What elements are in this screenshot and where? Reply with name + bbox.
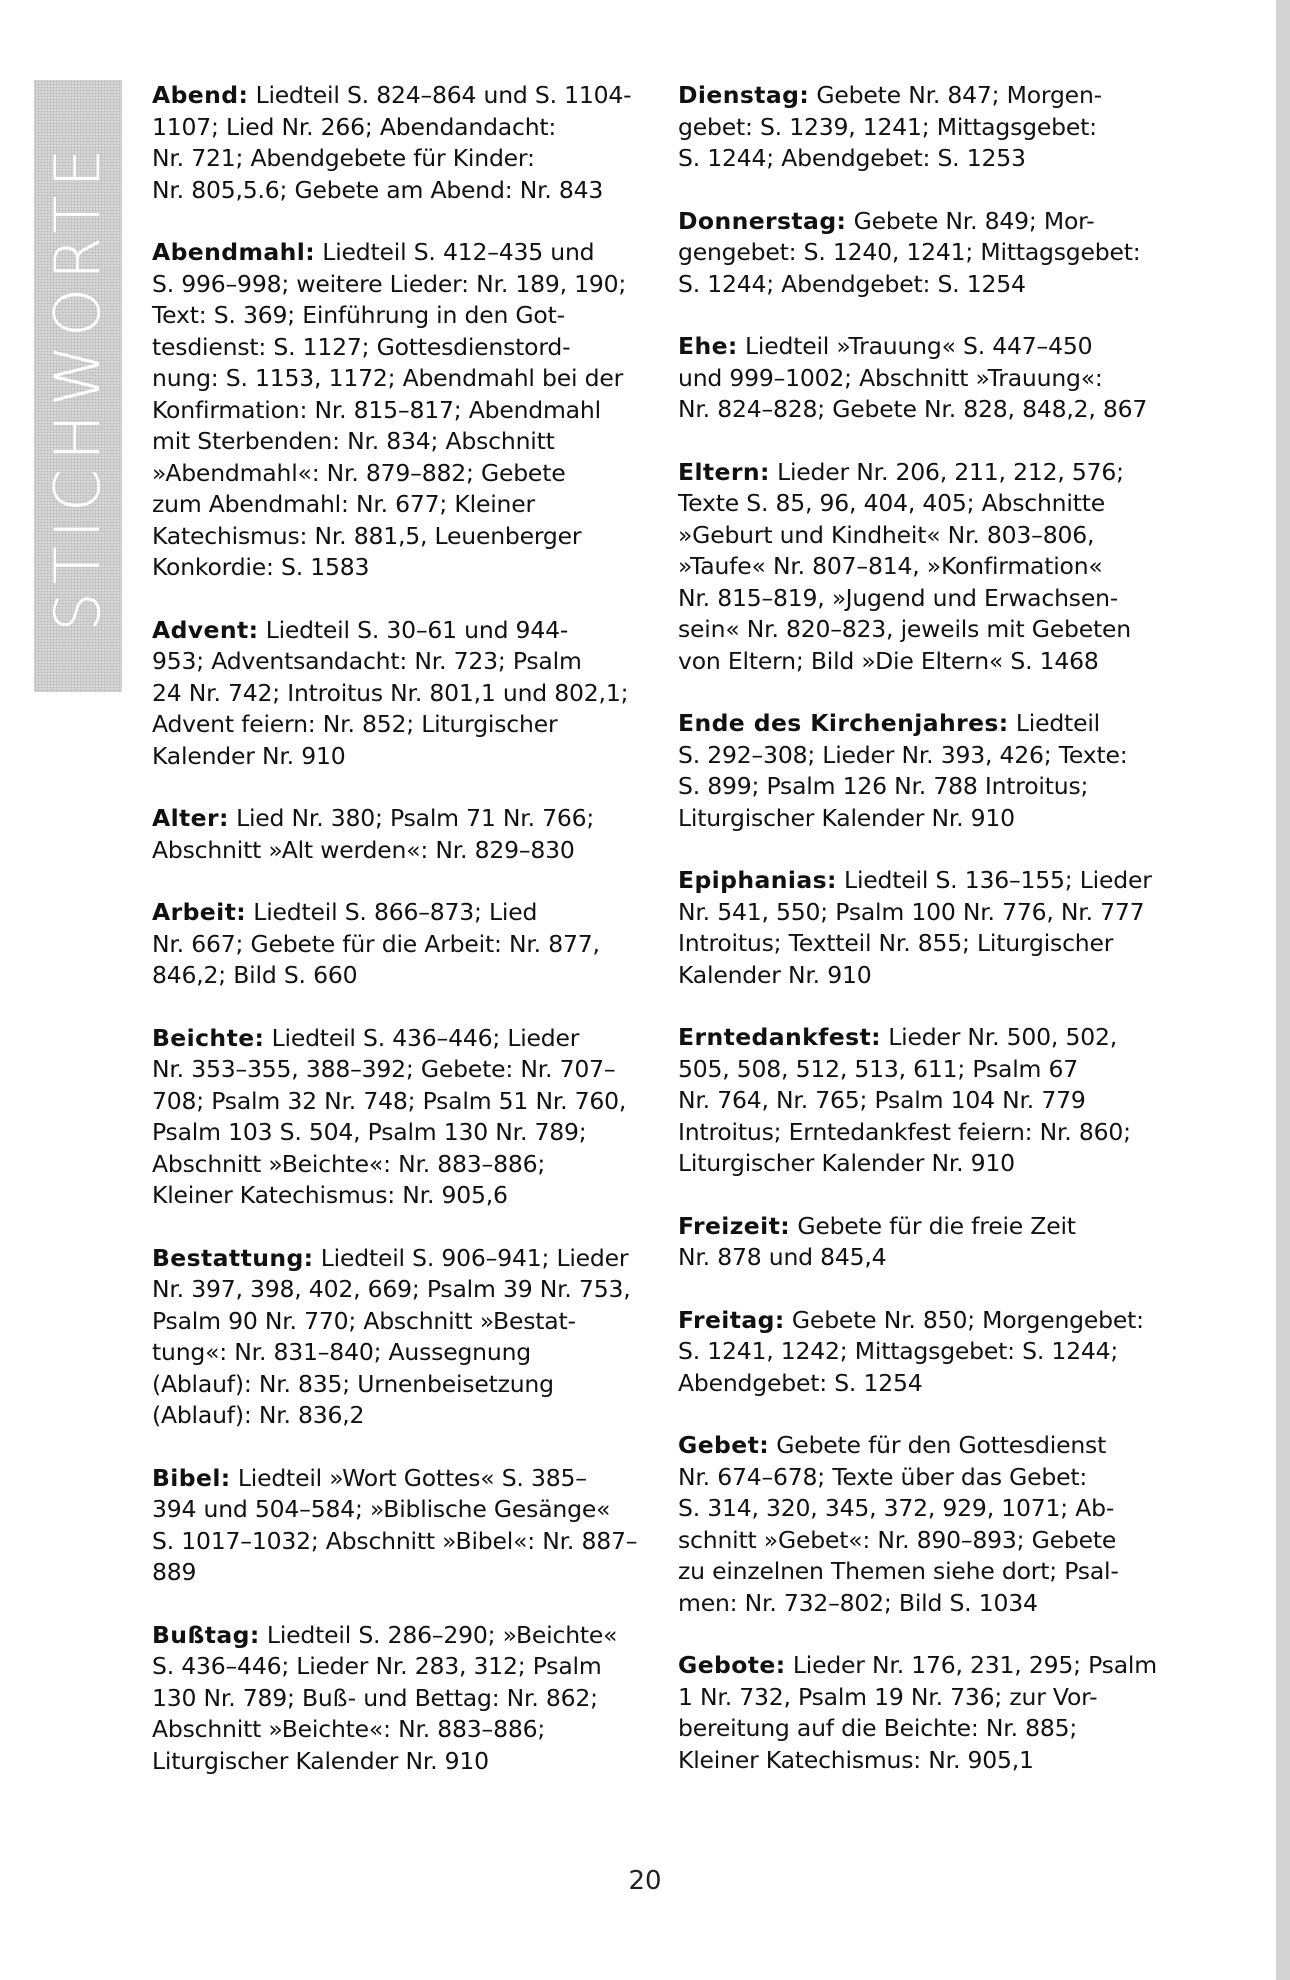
- entry-text: Liedteil »Trauung« S. 447–450: [737, 332, 1093, 360]
- entry-line: [152, 1274, 632, 1306]
- entry-text: Liedteil S. 436–446; Lieder: [264, 1023, 580, 1052]
- entry-line: [152, 1463, 632, 1495]
- entry-line: [678, 1430, 1158, 1462]
- entry-line: [678, 928, 1158, 960]
- entry-line: [678, 1650, 1158, 1682]
- entry-line: [152, 709, 632, 741]
- entry-text: tung«: Nr. 831–840; Aussegnung: [152, 1338, 531, 1366]
- entry-term: Gebote:: [678, 1651, 786, 1679]
- entry-text: Liedteil S. 412–435 und: [315, 238, 595, 266]
- entry-line: [152, 929, 632, 961]
- entry-text: Liturgischer Kalender Nr. 910: [152, 1746, 489, 1775]
- entry-line: [152, 803, 632, 835]
- entry-term: Freizeit:: [678, 1211, 791, 1240]
- entry-text: Liedteil »Wort Gottes« S. 385–: [230, 1463, 587, 1492]
- entry-term: Alter:: [152, 804, 229, 832]
- entry-line: [678, 520, 1158, 552]
- entry-line: [152, 1117, 632, 1149]
- entry-text: 394 und 504–584; »Biblische Gesänge«: [152, 1495, 611, 1523]
- entry-line: [152, 897, 632, 929]
- entry-text: gebet: S. 1239, 1241; Mittagsgebet:: [678, 112, 1097, 141]
- entry-text: Gebete Nr. 849; Mor-: [846, 206, 1095, 235]
- entry-line: [678, 1022, 1158, 1054]
- entry-text: Lieder Nr. 500, 502,: [880, 1023, 1117, 1051]
- entry-text: Nr. 878 und 845,4: [678, 1243, 887, 1271]
- entry-term: Advent:: [152, 615, 259, 644]
- entry-line: [152, 741, 632, 773]
- entry-line: [678, 1682, 1158, 1714]
- entry-line: [678, 1148, 1158, 1180]
- entry-text: S. 1244; Abendgebet: S. 1254: [678, 269, 1026, 298]
- entry-text: Abschnitt »Alt werden«: Nr. 829–830: [152, 835, 575, 864]
- entry-text: Nr. 353–355, 388–392; Gebete: Nr. 707–: [152, 1055, 616, 1083]
- entry-text: 505, 508, 512, 513, 611; Psalm 67: [678, 1054, 1079, 1083]
- page-number: 20: [628, 1866, 662, 1896]
- entry-line: [678, 1085, 1158, 1117]
- entry-text: S. 1244; Abendgebet: S. 1253: [678, 144, 1026, 172]
- entry-term: Eltern:: [678, 457, 770, 486]
- entry-text: S. 436–446; Lieder Nr. 283, 312; Psalm: [152, 1652, 602, 1680]
- entry-line: [678, 1211, 1158, 1243]
- entry-text: Nr. 667; Gebete für die Arbeit: Nr. 877,: [152, 929, 600, 958]
- entry-line: [152, 835, 632, 867]
- index-entry: [678, 708, 1158, 834]
- entry-text: S. 292–308; Lieder Nr. 393, 426; Texte:: [678, 740, 1128, 769]
- entry-term: Ende des Kirchenjahres:: [678, 709, 1009, 737]
- entry-text: Liedteil S. 136–155; Lieder: [836, 866, 1152, 894]
- index-entry: [152, 237, 632, 584]
- entry-line: [152, 1180, 632, 1212]
- entry-line: [678, 614, 1158, 646]
- entry-line: [678, 1462, 1158, 1494]
- entry-term: Epiphanias:: [678, 866, 837, 894]
- index-entry: [678, 1211, 1158, 1274]
- entry-text: Liedteil: [1008, 709, 1100, 737]
- entry-term: Gebet:: [678, 1431, 770, 1459]
- entry-text: Gebete für die freie Zeit: [790, 1211, 1076, 1240]
- entry-line: [152, 112, 632, 144]
- entry-text: Nr. 721; Abendgebete für Kinder:: [152, 144, 535, 172]
- section-tab-label: STICHWORTE: [41, 140, 114, 632]
- entry-line: [678, 1713, 1158, 1745]
- entry-text: »Taufe« Nr. 807–814, »Konfirmation«: [678, 552, 1103, 580]
- entry-line: [152, 1557, 632, 1589]
- index-entry: [678, 1650, 1158, 1776]
- entry-text: bereitung auf die Beichte: Nr. 885;: [678, 1714, 1078, 1742]
- entry-text: Kleiner Katechismus: Nr. 905,1: [678, 1745, 1034, 1774]
- entry-line: [678, 803, 1158, 835]
- entry-text: Introitus; Erntedankfest feiern: Nr. 860;: [678, 1117, 1131, 1146]
- entry-text: Text: S. 369; Einführung in den Got-: [152, 301, 565, 329]
- entry-line: [152, 1023, 632, 1055]
- entry-text: Katechismus: Nr. 881,5, Leuenberger: [152, 521, 582, 550]
- entry-text: Liturgischer Kalender Nr. 910: [678, 1149, 1015, 1177]
- entry-term: Freitag:: [678, 1305, 785, 1334]
- entry-text: Liedteil S. 286–290; »Beichte«: [259, 1620, 618, 1649]
- index-entry: [152, 1243, 632, 1432]
- entry-text: Kleiner Katechismus: Nr. 905,6: [152, 1181, 508, 1209]
- entry-text: Gebete Nr. 850; Morgengebet:: [784, 1305, 1144, 1334]
- entry-text: Nr. 824–828; Gebete Nr. 828, 848,2, 867: [678, 395, 1148, 423]
- index-entry: [678, 331, 1158, 426]
- entry-line: [152, 332, 632, 364]
- entry-line: [678, 740, 1158, 772]
- page-edge: [1276, 0, 1290, 1980]
- entry-text: Nr. 397, 398, 402, 669; Psalm 39 Nr. 753,: [152, 1275, 631, 1303]
- index-entry: [152, 80, 632, 206]
- entry-line: [678, 269, 1158, 301]
- entry-text: »Abendmahl«: Nr. 879–882; Gebete: [152, 458, 566, 487]
- entry-line: [152, 1526, 638, 1558]
- entry-line: [678, 865, 1158, 897]
- entry-line: [152, 1086, 632, 1118]
- index-entry: [678, 865, 1158, 991]
- index-entry: [152, 1023, 632, 1212]
- entry-line: [152, 426, 632, 458]
- entry-text: Abschnitt »Beichte«: Nr. 883–886;: [152, 1715, 546, 1743]
- entry-line: [152, 1149, 632, 1181]
- entry-text: men: Nr. 732–802; Bild S. 1034: [678, 1588, 1038, 1617]
- entry-text: zu einzelnen Themen siehe dort; Psal-: [678, 1557, 1119, 1585]
- entry-text: sein« Nr. 820–823, jeweils mit Gebeten: [678, 615, 1131, 643]
- entry-text: Gebete für den Gottesdienst: [769, 1431, 1107, 1459]
- entry-text: S. 1241, 1242; Mittagsgebet: S. 1244;: [678, 1337, 1119, 1365]
- entry-line: [152, 1337, 632, 1369]
- entry-text: Liedteil S. 824–864 und S. 1104-: [248, 81, 632, 109]
- entry-term: Bibel:: [152, 1463, 231, 1492]
- entry-text: (Ablauf): Nr. 836,2: [152, 1401, 365, 1429]
- index-entry: [678, 457, 1158, 678]
- entry-text: und 999–1002; Abschnitt »Trauung«:: [678, 363, 1103, 392]
- entry-line: [152, 552, 632, 584]
- entry-line: [152, 489, 632, 521]
- entry-text: S. 314, 320, 345, 372, 929, 1071; Ab-: [678, 1494, 1115, 1522]
- entry-line: [678, 960, 1158, 992]
- entry-line: [152, 1400, 632, 1432]
- entry-text: 889: [152, 1558, 197, 1586]
- entry-line: [678, 583, 1158, 615]
- entry-line: [678, 488, 1158, 520]
- entry-text: Nr. 805,5.6; Gebete am Abend: Nr. 843: [152, 175, 604, 204]
- entry-text: Nr. 541, 550; Psalm 100 Nr. 776, Nr. 777: [678, 897, 1145, 926]
- entry-text: Lieder Nr. 206, 211, 212, 576;: [769, 457, 1124, 486]
- index-entry: [152, 615, 632, 773]
- entry-line: [678, 1525, 1158, 1557]
- entry-text: Liturgischer Kalender Nr. 910: [678, 803, 1015, 832]
- entry-line: [678, 237, 1158, 269]
- entry-term: Bestattung:: [152, 1243, 314, 1272]
- entry-text: 708; Psalm 32 Nr. 748; Psalm 51 Nr. 760,: [152, 1086, 627, 1115]
- entry-line: [152, 1243, 632, 1275]
- entry-line: [678, 80, 1158, 112]
- entry-text: Advent feiern: Nr. 852; Liturgischer: [152, 710, 558, 738]
- entry-text: Liedteil S. 30–61 und 944-: [258, 615, 569, 644]
- index-entry: [152, 897, 632, 992]
- entry-line: [678, 457, 1158, 489]
- index-entry: [678, 1430, 1158, 1619]
- entry-text: 953; Adventsandacht: Nr. 723; Psalm: [152, 647, 582, 675]
- entry-line: [152, 300, 632, 332]
- entry-line: [678, 1336, 1158, 1368]
- entry-text: 1107; Lied Nr. 266; Abendandacht:: [152, 112, 557, 141]
- entry-text: nung: S. 1153, 1172; Abendmahl bei der: [152, 364, 624, 392]
- entry-term: Arbeit:: [152, 898, 247, 926]
- entry-line: [152, 678, 632, 710]
- entry-line: [678, 1305, 1158, 1337]
- entry-line: [678, 1117, 1158, 1149]
- entry-text: S. 899; Psalm 126 Nr. 788 Introitus;: [678, 772, 1089, 800]
- entry-line: [152, 521, 632, 553]
- entry-text: Kalender Nr. 910: [152, 741, 346, 770]
- index-entry: [678, 1022, 1158, 1180]
- entry-line: [678, 331, 1158, 363]
- entry-line: [152, 1369, 632, 1401]
- left-column: [152, 80, 638, 1808]
- entry-text: Konkordie: S. 1583: [152, 553, 370, 581]
- entry-line: [678, 143, 1158, 175]
- entry-line: [678, 394, 1158, 426]
- entry-text: 1 Nr. 732, Psalm 19 Nr. 736; zur Vor-: [678, 1682, 1098, 1711]
- entry-term: Erntedankfest:: [678, 1023, 881, 1051]
- entry-line: [678, 206, 1158, 238]
- entry-term: Abend:: [152, 81, 249, 109]
- entry-term: Beichte:: [152, 1023, 265, 1052]
- entry-text: Abendgebet: S. 1254: [678, 1368, 923, 1397]
- entry-text: Gebete Nr. 847; Morgen-: [809, 81, 1102, 109]
- entry-text: 130 Nr. 789; Buß- und Bettag: Nr. 862;: [152, 1683, 598, 1712]
- entry-line: [152, 363, 632, 395]
- entry-line: [678, 771, 1158, 803]
- entry-text: Psalm 90 Nr. 770; Abschnitt »Bestat-: [152, 1306, 576, 1335]
- entry-text: Lieder Nr. 176, 231, 295; Psalm: [785, 1651, 1157, 1679]
- entry-text: S. 996–998; weitere Lieder: Nr. 189, 190;: [152, 269, 627, 298]
- entry-line: [152, 175, 632, 207]
- entry-line: [152, 143, 632, 175]
- entry-line: [678, 897, 1158, 929]
- section-tab: [34, 80, 122, 692]
- entry-line: [152, 237, 632, 269]
- entry-line: [152, 458, 632, 490]
- entry-text: Lied Nr. 380; Psalm 71 Nr. 766;: [228, 804, 595, 832]
- entry-line: [152, 1651, 632, 1683]
- entry-line: [678, 646, 1158, 678]
- entry-text: Texte S. 85, 96, 404, 405; Abschnitte: [678, 489, 1105, 517]
- entry-line: [678, 1054, 1158, 1086]
- entry-line: [152, 1620, 632, 1652]
- entry-text: Nr. 764, Nr. 765; Psalm 104 Nr. 779: [678, 1086, 1086, 1114]
- entry-term: Ehe:: [678, 332, 738, 360]
- entry-text: S. 1017–1032; Abschnitt »Bibel«: Nr. 887–: [152, 1526, 638, 1555]
- entry-line: [152, 269, 632, 301]
- entry-text: mit Sterbenden: Nr. 834; Abschnitt: [152, 427, 555, 455]
- entry-text: Liedteil S. 866–873; Lied: [246, 898, 538, 926]
- entry-text: gengebet: S. 1240, 1241; Mittagsgebet:: [678, 238, 1141, 266]
- entry-line: [678, 1493, 1158, 1525]
- entry-line: [678, 1588, 1158, 1620]
- index-entry: [678, 80, 1158, 175]
- entry-term: Bußtag:: [152, 1620, 260, 1649]
- entry-line: [678, 1745, 1158, 1777]
- entry-line: [678, 708, 1158, 740]
- entry-text: von Eltern; Bild »Die Eltern« S. 1468: [678, 646, 1099, 675]
- entry-line: [152, 1306, 632, 1338]
- entry-line: [678, 551, 1158, 583]
- entry-term: Dienstag:: [678, 81, 810, 109]
- entry-line: [152, 395, 632, 427]
- entry-text: Abschnitt »Beichte«: Nr. 883–886;: [152, 1149, 546, 1178]
- entry-line: [152, 646, 632, 678]
- entry-term: Abendmahl:: [152, 238, 316, 266]
- entry-text: 24 Nr. 742; Introitus Nr. 801,1 und 802,1;: [152, 678, 629, 707]
- entry-term: Donnerstag:: [678, 206, 847, 235]
- entry-line: [152, 1494, 632, 1526]
- entry-text: Nr. 815–819, »Jugend und Erwachsen-: [678, 583, 1119, 612]
- entry-text: Introitus; Textteil Nr. 855; Liturgischer: [678, 929, 1114, 957]
- entry-line: [152, 80, 632, 112]
- entry-text: Nr. 674–678; Texte über das Gebet:: [678, 1462, 1088, 1491]
- entry-line: [152, 960, 632, 992]
- index-entry: [678, 206, 1158, 301]
- entry-line: [678, 112, 1158, 144]
- index-entry: [152, 1463, 638, 1589]
- entry-text: »Geburt und Kindheit« Nr. 803–806,: [678, 520, 1095, 549]
- entry-line: [678, 1368, 1158, 1400]
- index-entry: [152, 803, 632, 866]
- index-entry: [678, 1305, 1158, 1400]
- entry-line: [678, 363, 1158, 395]
- entry-line: [678, 1242, 1158, 1274]
- entry-line: [152, 1683, 632, 1715]
- entry-line: [678, 1556, 1158, 1588]
- entry-line: [152, 1714, 632, 1746]
- entry-line: [152, 1054, 632, 1086]
- entry-line: [152, 615, 632, 647]
- entry-text: Psalm 103 S. 504, Psalm 130 Nr. 789;: [152, 1118, 587, 1146]
- right-column: [678, 80, 1158, 1807]
- entry-line: [152, 1746, 632, 1778]
- entry-text: tesdienst: S. 1127; Gottesdienstord-: [152, 332, 571, 361]
- index-entry: [152, 1620, 632, 1778]
- entry-text: (Ablauf): Nr. 835; Urnenbeisetzung: [152, 1369, 554, 1398]
- entry-text: Liedteil S. 906–941; Lieder: [313, 1243, 629, 1272]
- entry-text: zum Abendmahl: Nr. 677; Kleiner: [152, 490, 535, 518]
- entry-text: 846,2; Bild S. 660: [152, 961, 358, 989]
- entry-text: Kalender Nr. 910: [678, 960, 872, 989]
- entry-text: schnitt »Gebet«: Nr. 890–893; Gebete: [678, 1525, 1117, 1554]
- entry-text: Konfirmation: Nr. 815–817; Abendmahl: [152, 395, 601, 424]
